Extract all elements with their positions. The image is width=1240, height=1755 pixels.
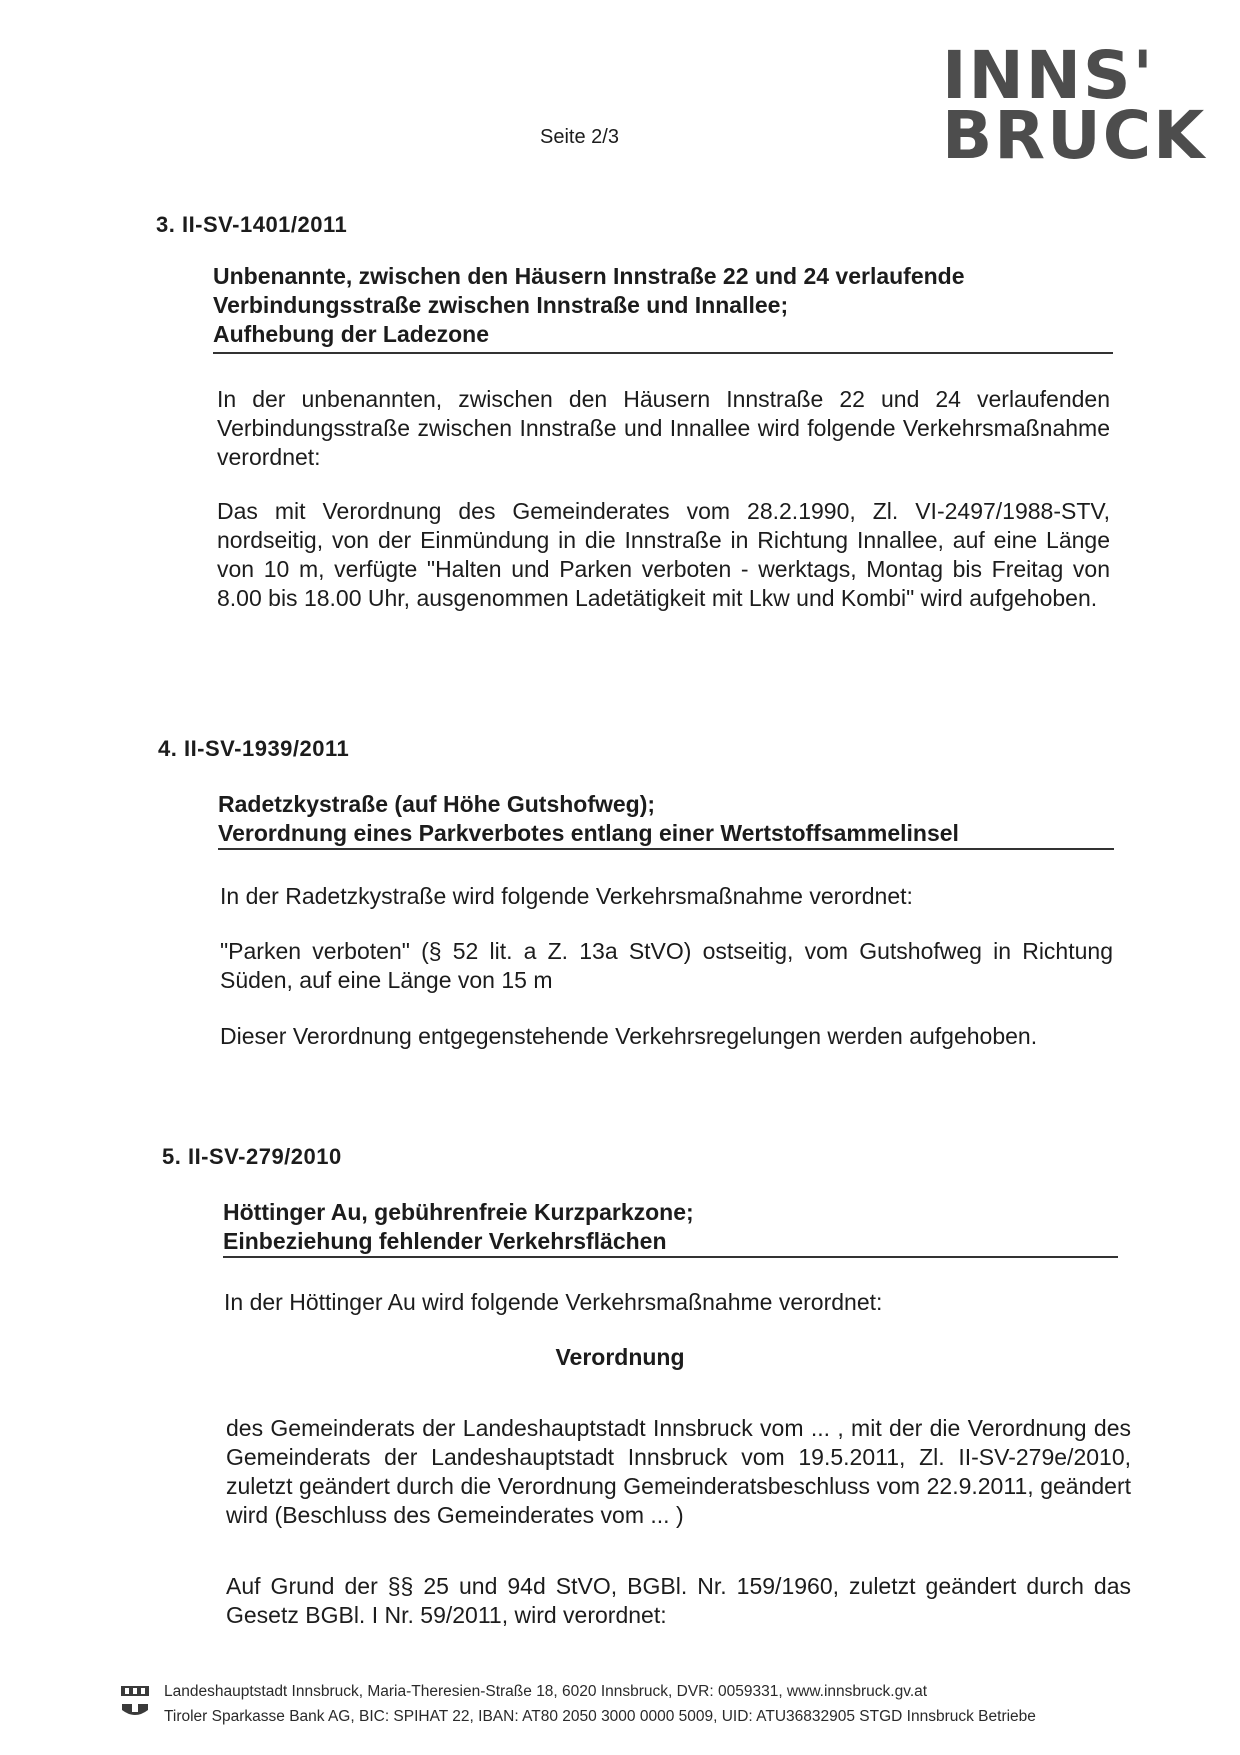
item-5-title-line: Einbeziehung fehlender Verkehrsflächen [223, 1228, 667, 1254]
item-3-title-line: Unbenannte, zwischen den Häusern Innstraße 22 und 24 verlaufende [213, 263, 965, 289]
footer-address: Landeshauptstadt Innsbruck, Maria-Theresien-Straße 18, 6020 Innsbruck, DVR: 0059331, www.innsbruck.gv.at [164, 1683, 928, 1700]
logo-line-2: BRUCK [942, 97, 1207, 174]
item-5-title [223, 1198, 694, 1256]
logo-line-1: INNS' [942, 37, 1155, 114]
item-3-paragraph: In der unbenannten, zwischen den Häusern Innstraße 22 und 24 verlaufenden Verbindungsstraße zwischen Innstraße und Innallee wird folgende Verkehrsmaßnahme verordnet: [217, 386, 1110, 470]
item-3-title-line: Verbindungsstraße zwischen Innstraße und Innallee; [213, 292, 789, 318]
item-5-paragraph: des Gemeinderats der Landeshauptstadt Innsbruck vom ... , mit der die Verordnung des Gemeinderats der Landeshauptstadt Innsbruck vom 19.5.2011, Zl. II-SV-279e/2010, zuletzt geändert durch die Verordnung Gemeinderatsbeschluss vom 22.9.2011, geändert wird (Beschluss des Gemeinderates vom ... ) [226, 1415, 1131, 1528]
verordnung-heading: Verordnung [555, 1344, 685, 1370]
item-4-paragraph: In der Radetzkystraße wird folgende Verkehrsmaßnahme verordnet: [220, 883, 913, 909]
item-5-paragraph: Auf Grund der §§ 25 und 94d StVO, BGBl. Nr. 159/1960, zuletzt geändert durch das Gesetz BGBl. I Nr. 59/2011, wird verordnet: [226, 1573, 1131, 1628]
city-emblem-icon [120, 1684, 150, 1720]
item-3-title [213, 262, 965, 349]
footer-bank: Tiroler Sparkasse Bank AG, BIC: SPIHAT 22, IBAN: AT80 2050 3000 0000 5009, UID: ATU36832905 STGD Innsbruck Betriebe [164, 1708, 1036, 1725]
item-5-number: 5. II-SV-279/2010 [162, 1144, 342, 1169]
item-3-number: 3. II-SV-1401/2011 [156, 212, 348, 237]
item-4-number: 4. II-SV-1939/2011 [158, 736, 350, 761]
item-3-title-rule [213, 352, 1113, 354]
item-5-title-line: Höttinger Au, gebührenfreie Kurzparkzone; [223, 1199, 694, 1225]
innsbruck-logo [942, 37, 1207, 174]
page-number: Seite 2/3 [540, 126, 619, 148]
item-5-paragraph: In der Höttinger Au wird folgende Verkehrsmaßnahme verordnet: [224, 1289, 883, 1315]
item-4-title-line: Verordnung eines Parkverbotes entlang einer Wertstoffsammelinsel [218, 820, 959, 846]
item-4-title-line: Radetzkystraße (auf Höhe Gutshofweg); [218, 791, 656, 817]
item-4-title [218, 790, 959, 848]
item-3-paragraph: Das mit Verordnung des Gemeinderates vom 28.2.1990, Zl. VI-2497/1988-STV, nordseitig, von der Einmündung in die Innstraße in Richtung Innallee, auf eine Länge von 10 m, verfügte "Halten und Parken verboten - werktags, Montag bis Freitag von 8.00 bis 18.00 Uhr, ausgenommen Ladetätigkeit mit Lkw und Kombi" wird aufgehoben. [217, 498, 1110, 611]
item-3-title-line: Aufhebung der Ladezone [213, 321, 489, 347]
item-4-title-rule [218, 848, 1114, 850]
item-4-paragraph: Dieser Verordnung entgegenstehende Verkehrsregelungen werden aufgehoben. [220, 1023, 1038, 1049]
item-5-title-rule [223, 1256, 1118, 1258]
item-4-paragraph: "Parken verboten" (§ 52 lit. a Z. 13a StVO) ostseitig, vom Gutshofweg in Richtung Süden, auf eine Länge von 15 m [220, 938, 1113, 993]
